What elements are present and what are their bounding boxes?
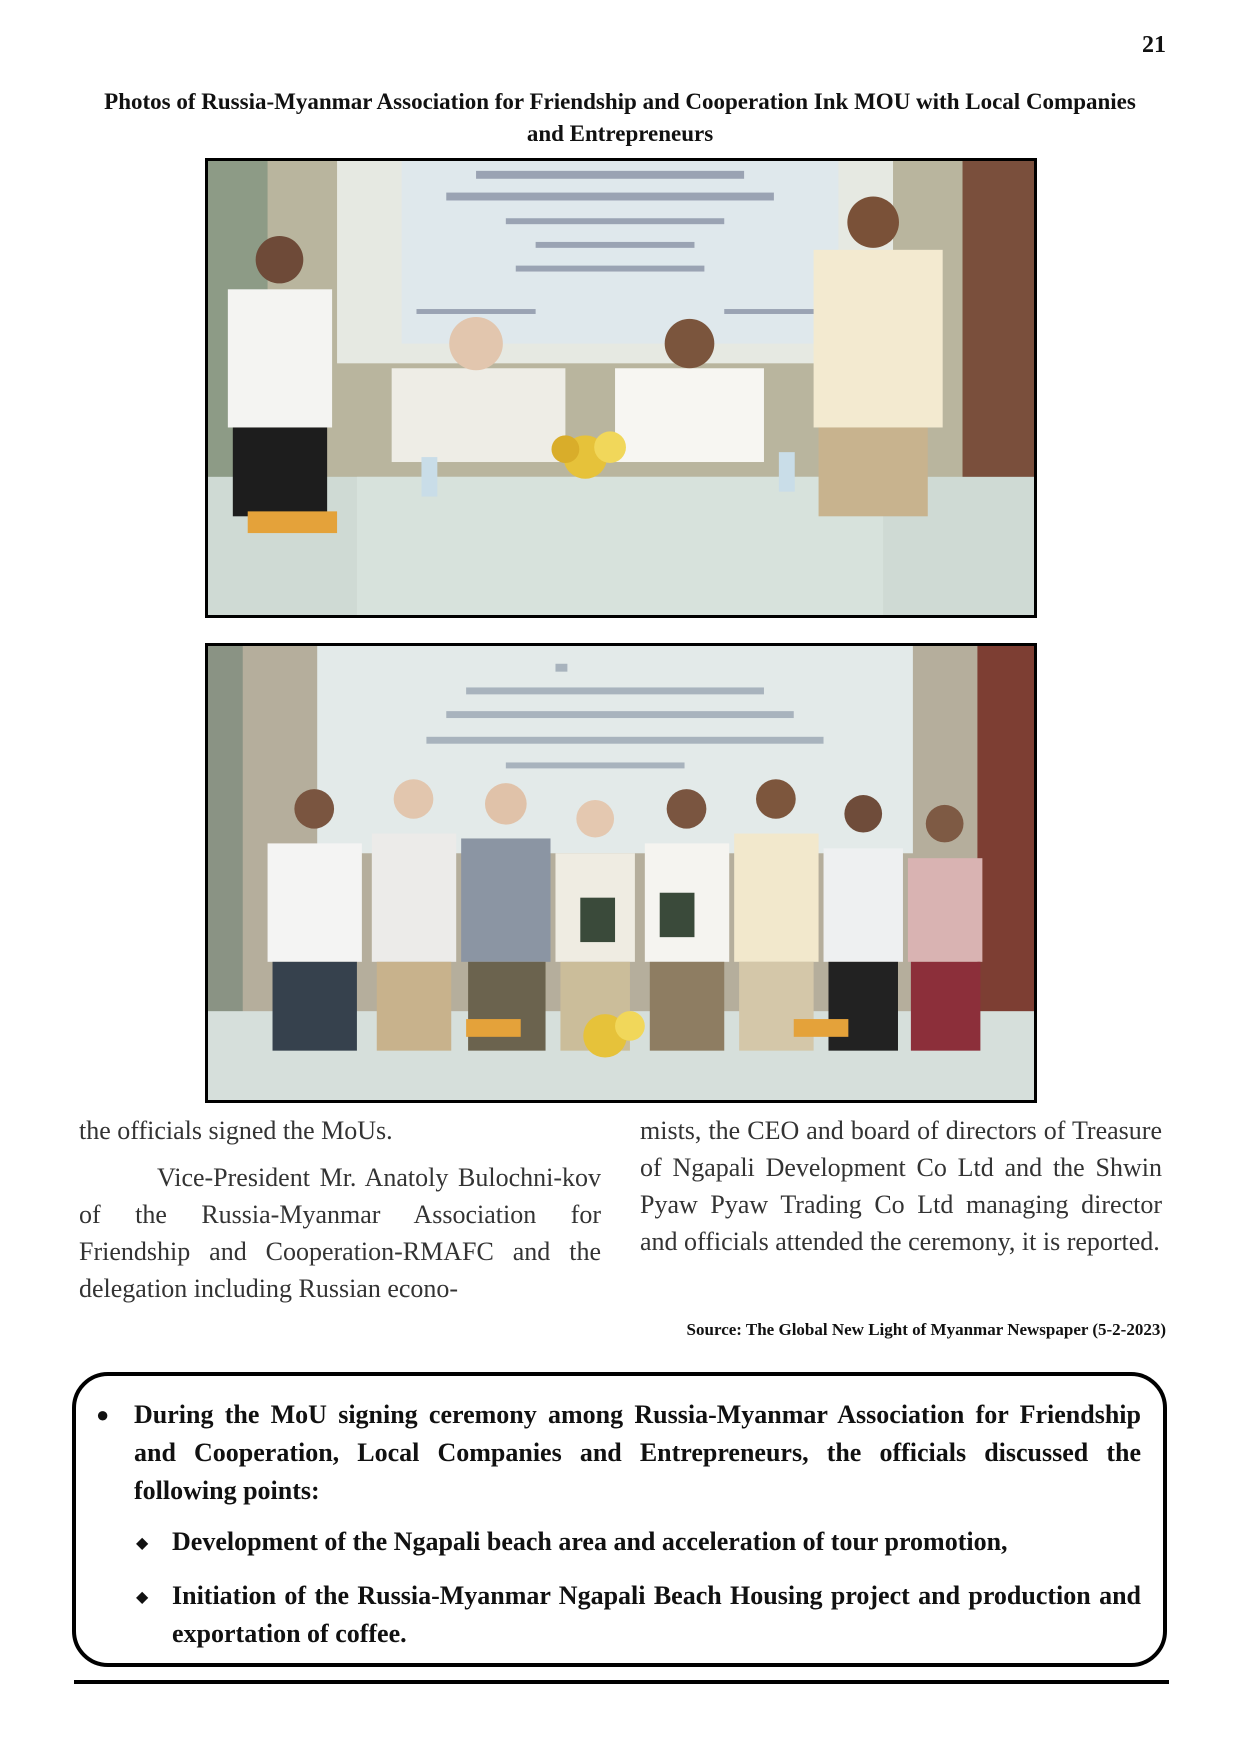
summary-main-point: [96, 1396, 1141, 1510]
source-citation: Source: The Global New Light of Myanmar Newspaper (5-2-2023): [686, 1320, 1166, 1339]
article-paragraph: Vice-President Mr. Anatoly Bulochni-kov of the Russia-Myanmar Association for Friendship and Cooperation-RMAFC and the delegation including Russian econo-: [79, 1163, 601, 1303]
signing-ceremony-photo: [205, 158, 1037, 618]
summary-sub-points: [136, 1523, 1141, 1667]
article-right-column: [640, 1112, 1162, 1260]
bottom-divider: [74, 1680, 1169, 1684]
summary-sub-point: [136, 1577, 1141, 1653]
page-number: 21: [1142, 32, 1166, 58]
article-paragraph: the officials signed the MoUs.: [79, 1116, 393, 1145]
group-photo: [205, 643, 1037, 1103]
sub-point-text: Development of the Ngapali beach area and acceleration of tour promotion,: [172, 1527, 1008, 1556]
summary-main-text: During the MoU signing ceremony among Russia-Myanmar Association for Friendship and Cooperation, Local Companies and Entrepreneurs, the officials discussed the following points:: [134, 1400, 1141, 1505]
diamond-bullet-icon: ◆: [136, 1589, 149, 1606]
summary-box: [72, 1372, 1167, 1667]
article-left-column: [79, 1112, 601, 1307]
diamond-bullet-icon: ◆: [136, 1535, 149, 1552]
article-paragraph: mists, the CEO and board of directors of Treasure of Ngapali Development Co Ltd and the Shwin Pyaw Pyaw Trading Co Ltd managing director and officials attended the ceremony, it is reported.: [640, 1116, 1162, 1256]
sub-point-text: Initiation of the Russia-Myanmar Ngapali Beach Housing project and production and exportation of coffee.: [172, 1581, 1141, 1648]
bullet-icon: ●: [96, 1402, 110, 1427]
page-title: Photos of Russia-Myanmar Association for Friendship and Cooperation Ink MOU with Local Companies and Entrepreneurs: [104, 89, 1136, 146]
summary-sub-point: [136, 1523, 1141, 1563]
